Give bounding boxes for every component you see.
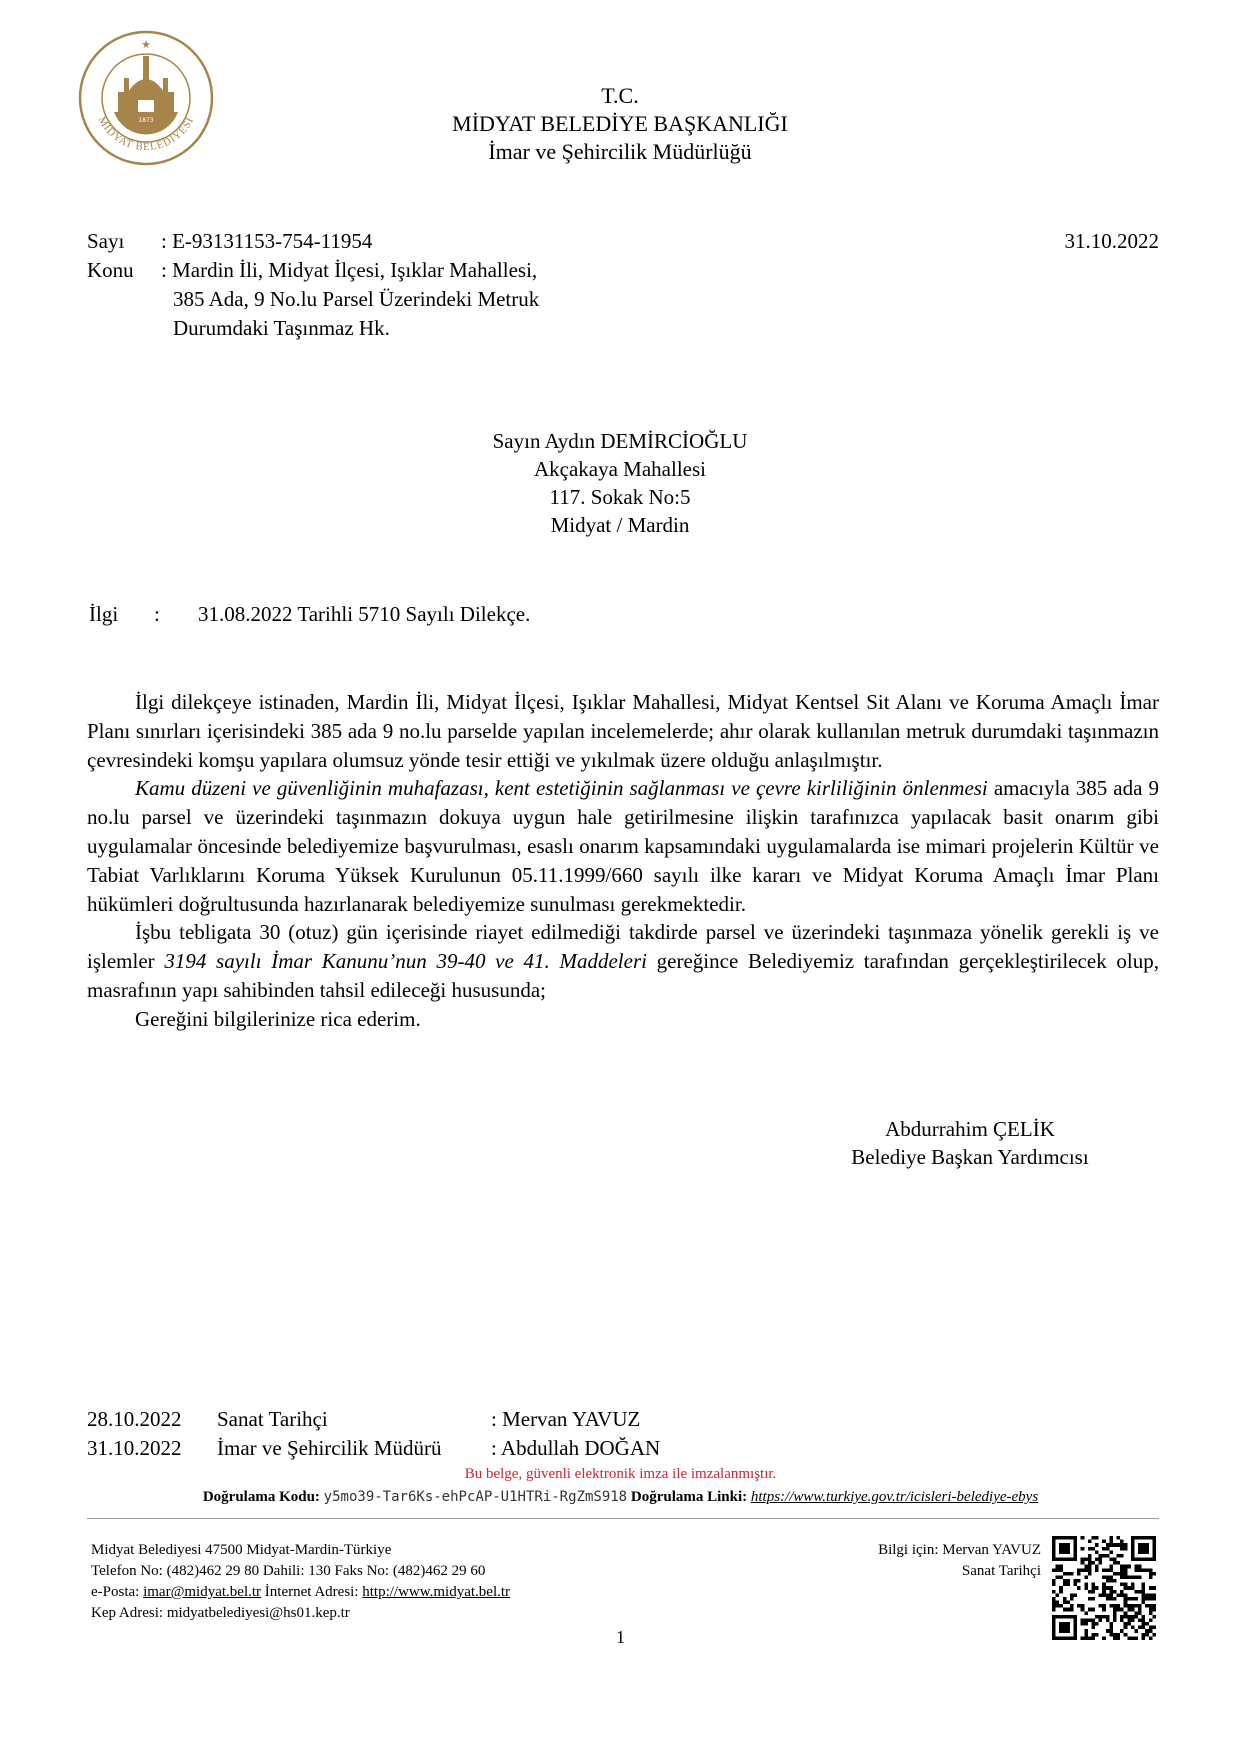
logo-text: MİDYAT BELEDİYESİ <box>95 115 197 154</box>
approval-name: : Mervan YAVUZ <box>491 1407 641 1431</box>
approval-date: 31.10.2022 <box>87 1436 182 1460</box>
signatory-title: Belediye Başkan Yardımcısı <box>851 1145 1089 1169</box>
approval-name: : Abdullah DOĞAN <box>491 1436 661 1460</box>
footer-web-link[interactable]: http://www.midyat.bel.tr <box>362 1584 511 1600</box>
paragraph-2 <box>87 774 1159 918</box>
paragraph-2-text: amacıyla 385 ada 9 no.lu parsel ve üzerindeki taşınmazın dokuya uygun hale getirilmesine ilişkin tarafınızca yapılacak basit onarım gibi uygulamalar öncesinde belediyemize başvurulması, esaslı onarım kapsamındaki uygulamalarda ise mimari projelerin Kültür ve Tabiat Varlıklarını Koruma Yüksek Kurulunun 05.11.1999/660 sayılı ilke kararı ve Midyat Koruma Amaçlı İmar Planı hükümleri doğrultusunda hazırlanarak belediyemize sunulması gerekmektedir. <box>87 776 1159 916</box>
municipality-logo <box>78 30 214 166</box>
recipient-address-2: 117. Sokak No:5 <box>549 485 691 509</box>
ilgi-value: 31.08.2022 Tarihli 5710 Sayılı Dilekçe. <box>198 602 531 626</box>
paragraph-1: İlgi dilekçeye istinaden, Mardin İli, Midyat İlçesi, Işıklar Mahallesi, Midyat Kentsel Sit Alanı ve Koruma Amaçlı İmar Planı sınırları içerisindeki 385 ada 9 no.lu parselde yapılan incelemelerde; ahır olarak kullanılan metruk durumdaki taşınmazın çevresindeki komşu yapılara olumsuz yönde tesir ettiği ve yıkılmak üzere olduğu anlaşılmıştır. <box>87 690 1159 772</box>
approval-role: Sanat Tarihçi <box>217 1407 328 1431</box>
svg-text:★: ★ <box>141 38 151 51</box>
konu-line-1: : Mardin İli, Midyat İlçesi, Işıklar Mahallesi, <box>161 258 538 282</box>
paragraph-3-text-end: gereğince Belediyemiz tarafından gerçekleştirilecek olup, masrafının yapı sahibinden tahsil edileceği hususunda; <box>87 949 1159 1002</box>
footer-email-link[interactable]: imar@midyat.bel.tr <box>143 1584 262 1600</box>
page-number: 1 <box>616 1627 625 1647</box>
header-department: İmar ve Şehircilik Müdürlüğü <box>488 139 752 164</box>
header-institution: MİDYAT BELEDİYE BAŞKANLIĞI <box>452 111 788 136</box>
konu-line-3: Durumdaki Taşınmaz Hk. <box>173 316 390 340</box>
svg-text:1873: 1873 <box>138 117 154 124</box>
sayi-label: Sayı <box>87 229 125 253</box>
approval-role: İmar ve Şehircilik Müdürü <box>217 1436 442 1460</box>
info-contact: Bilgi için: Mervan YAVUZ <box>878 1542 1041 1558</box>
paragraph-4: Gereğini bilgilerinize rica ederim. <box>135 1006 421 1031</box>
recipient-name: Sayın Aydın DEMİRCİOĞLU <box>492 429 748 453</box>
letter-body <box>87 688 1159 1034</box>
verification-code-label: Doğrulama Kodu: <box>202 1489 320 1505</box>
footer-email-label: e-Posta: <box>91 1584 140 1600</box>
ilgi-label: İlgi <box>89 602 119 626</box>
recipient-address-1: Akçakaya Mahallesi <box>533 457 706 481</box>
konu-line-2: 385 Ada, 9 No.lu Parsel Üzerindeki Metruk <box>173 287 540 311</box>
paragraph-3 <box>87 918 1159 1004</box>
footer-phone: Telefon No: (482)462 29 80 Dahili: 130 Faks No: (482)462 29 60 <box>91 1563 486 1579</box>
verification-line <box>0 1487 1241 1507</box>
footer-contact <box>91 1540 510 1624</box>
konu-label: Konu <box>87 258 134 282</box>
paragraph-2-emphasis: Kamu düzeni ve güvenliğinin muhafazası, kent estetiğinin sağlanması ve çevre kirliliğinin önlenmesi <box>135 776 988 801</box>
verification-link[interactable]: https://www.turkiye.gov.tr/icisleri-belediye-ebys <box>750 1489 1039 1505</box>
ilgi-colon: : <box>154 602 160 626</box>
qr-code <box>1052 1536 1156 1640</box>
esign-notice: Bu belge, güvenli elektronik imza ile imzalanmıştır. <box>464 1466 777 1482</box>
footer-email-web <box>91 1582 510 1603</box>
paragraph-3-law-reference: 3194 sayılı İmar Kanunu’nun 39-40 ve 41. Maddeleri <box>164 949 647 974</box>
signature-block <box>780 1115 1160 1171</box>
footer-address: Midyat Belediyesi 47500 Midyat-Mardin-Türkiye <box>91 1542 392 1558</box>
footer-web-label: İnternet Adresi: <box>264 1584 359 1600</box>
footer-info <box>878 1540 1041 1582</box>
footer-kep: Kep Adresi: midyatbelediyesi@hs01.kep.tr <box>91 1605 350 1621</box>
approval-row <box>87 1434 787 1463</box>
approval-chain <box>87 1405 787 1463</box>
footer-divider <box>87 1518 1159 1519</box>
recipient-address-3: Midyat / Mardin <box>550 513 690 537</box>
document-date: 31.10.2022 <box>1064 229 1159 253</box>
signatory-name: Abdurrahim ÇELİK <box>885 1117 1055 1141</box>
approval-date: 28.10.2022 <box>87 1407 182 1431</box>
approval-row <box>87 1405 787 1434</box>
paragraph-3-text-start: İşbu tebligata 30 (otuz) gün içerisinde riayet edilmediği takdirde parsel ve üzerindeki taşınmaza yönelik gerekli iş ve işlemler <box>87 920 1159 974</box>
verification-code: y5mo39-Tar6Ks-ehPcAP-U1HTRi-RgZmS918 <box>323 1489 628 1505</box>
sayi-value: : E-93131153-754-11954 <box>161 229 373 253</box>
info-title: Sanat Tarihçi <box>961 1563 1041 1579</box>
verification-link-label: Doğrulama Linki: <box>630 1489 748 1505</box>
header-tc: T.C. <box>601 83 639 108</box>
